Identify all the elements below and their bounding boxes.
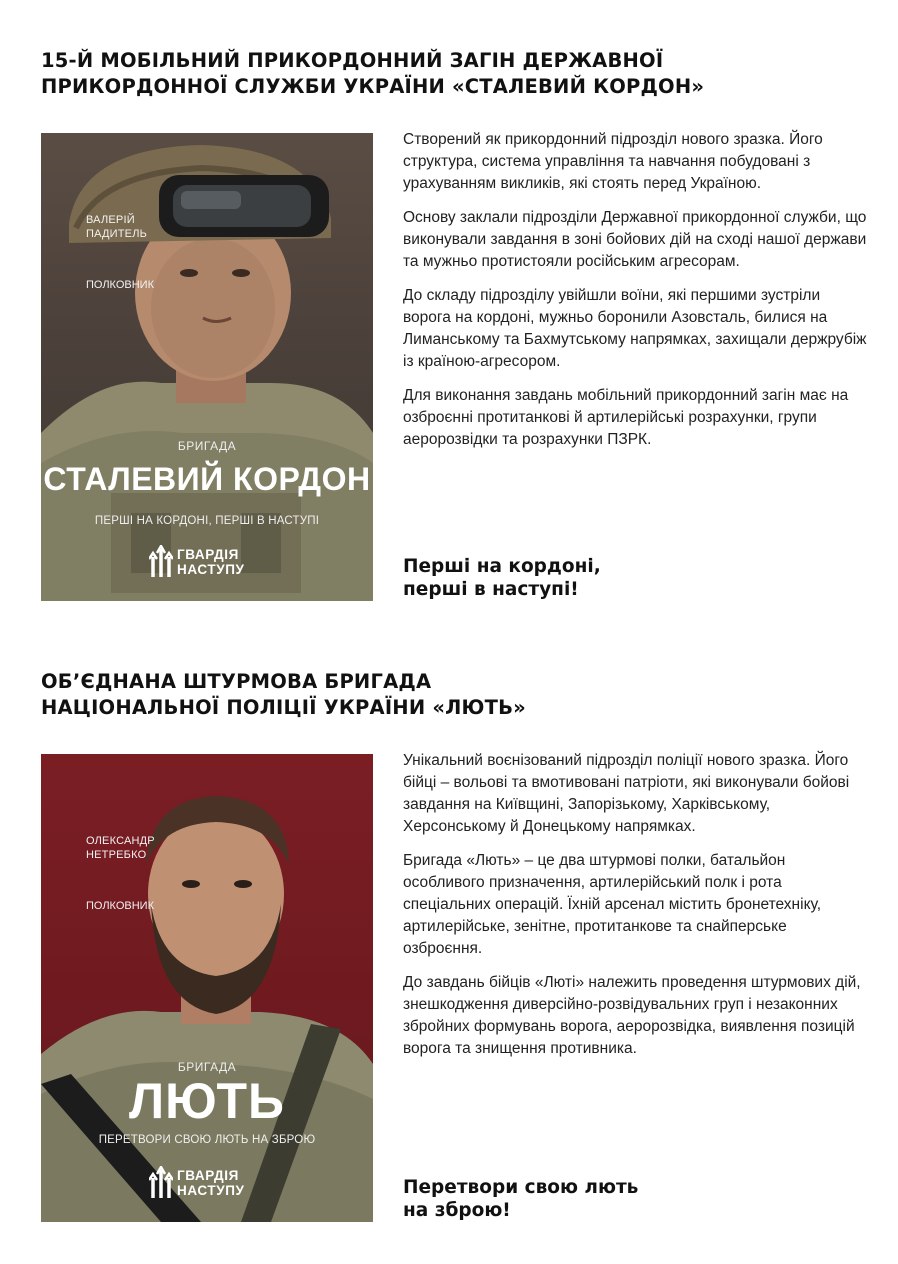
paragraph: Для виконання завдань мобільний прикордонний загін має на озброєнні протитанкові й артилерійські розрахунки, групи аеророзвідки та розрахунки ПЗРК. bbox=[403, 387, 849, 448]
slogan-line: перші в наступі! bbox=[403, 579, 579, 600]
gvardiia-nastupu-logo bbox=[149, 545, 279, 579]
paragraph: До завдань бійців «Люті» належить проведення штурмових дій, знешкодження диверсійно-розвідувальних груп і незаконних збройних формувань ворога, аеророзвідка, виявлення позицій ворога та знищення противника. bbox=[403, 974, 861, 1057]
arrows-up-icon bbox=[149, 1166, 173, 1200]
paragraph: Бригада «Лють» – це два штурмові полки, батальйон особливого призначення, артилерійський полк і рота спеціальних операцій. Їхній арсенал містить бронетехніку, артилерійське, зенітне, протитанкове та снайперське озброєння. bbox=[403, 852, 822, 957]
logo-text-line: ГВАРДІЯ bbox=[177, 547, 239, 562]
paragraph: Створений як прикордонний підрозділ нового зразка. Його структура, система управління та навчання побудовані з урахуванням викликів, які стоять перед Україною. bbox=[403, 131, 823, 192]
brigade-name: СТАЛЕВИЙ КОРДОН bbox=[43, 461, 371, 497]
soldier-name bbox=[86, 834, 155, 862]
arrows-up-icon bbox=[149, 545, 173, 579]
soldier-portrait-illustration bbox=[41, 133, 373, 601]
brigade-label: БРИГАДА bbox=[177, 439, 237, 453]
section2-slogan bbox=[403, 1176, 638, 1222]
logo-text-line: НАСТУПУ bbox=[177, 562, 245, 577]
section1-slogan bbox=[403, 555, 601, 601]
soldier-portrait-illustration bbox=[41, 754, 373, 1222]
gvardiia-nastupu-logo bbox=[149, 1166, 279, 1200]
paragraph: До складу підрозділу увійшли воїни, які першими зустріли ворога на кордоні, мужньо боронили Азовсталь, билися на Лиманському та Бахмутському напрямках, захищали держрубіж із країною-агресором. bbox=[403, 287, 867, 370]
soldier-name-line: ВАЛЕРІЙ bbox=[86, 214, 135, 226]
brigade-motto: ПЕРЕТВОРИ СВОЮ ЛЮТЬ НА ЗБРОЮ bbox=[98, 1134, 316, 1146]
section2-title-line: ОБ’ЄДНАНА ШТУРМОВА БРИГАДА bbox=[41, 670, 432, 693]
section1-title-line: ПРИКОРДОННОЇ СЛУЖБИ УКРАЇНИ «СТАЛЕВИЙ КОРДОН» bbox=[41, 75, 705, 98]
soldier-name-line: ОЛЕКСАНДР bbox=[86, 835, 155, 847]
section1-title-line: 15-Й МОБІЛЬНИЙ ПРИКОРДОННИЙ ЗАГІН ДЕРЖАВНОЇ bbox=[41, 49, 664, 72]
soldier-name-line: НЕТРЕБКО bbox=[86, 849, 147, 861]
section2-title-line: НАЦІОНАЛЬНОЇ ПОЛІЦІЇ УКРАЇНИ «ЛЮТЬ» bbox=[41, 696, 526, 719]
soldier-rank: ПОЛКОВНИК bbox=[86, 900, 154, 912]
soldier-name-line: ПАДИТЕЛЬ bbox=[86, 228, 148, 240]
paragraph: Основу заклали підрозділи Державної прикордонної служби, що виконували завдання в зоні бойових дій на сході нашої держави та мужньо протистояли російським агресорам. bbox=[403, 209, 867, 270]
logo-text bbox=[177, 547, 245, 577]
brigade-label: БРИГАДА bbox=[177, 1060, 237, 1074]
section1-title bbox=[41, 48, 704, 100]
soldier-rank: ПОЛКОВНИК bbox=[86, 279, 154, 291]
paragraph: Унікальний воєнізований підрозділ поліції нового зразка. Його бійці – вольові та вмотивовані патріоти, які виконували бойові завдання на Київщині, Запорізькому, Харківському, Херсонському й Донецькому напрямках. bbox=[403, 752, 850, 835]
section1-poster bbox=[41, 133, 373, 601]
brigade-motto: ПЕРШІ НА КОРДОНІ, ПЕРШІ В НАСТУПІ bbox=[94, 515, 320, 527]
soldier-name bbox=[86, 213, 147, 241]
slogan-line: на зброю! bbox=[403, 1200, 511, 1221]
brigade-name: ЛЮТЬ bbox=[129, 1073, 285, 1129]
section2-description bbox=[403, 750, 868, 1072]
logo-text bbox=[177, 1168, 245, 1198]
slogan-line: Перетвори свою лють bbox=[403, 1177, 639, 1198]
section2-title bbox=[41, 669, 526, 721]
section1-description bbox=[403, 129, 868, 463]
section2-poster bbox=[41, 754, 373, 1222]
logo-text-line: ГВАРДІЯ bbox=[177, 1168, 239, 1183]
logo-text-line: НАСТУПУ bbox=[177, 1183, 245, 1198]
slogan-line: Перші на кордоні, bbox=[403, 556, 601, 577]
